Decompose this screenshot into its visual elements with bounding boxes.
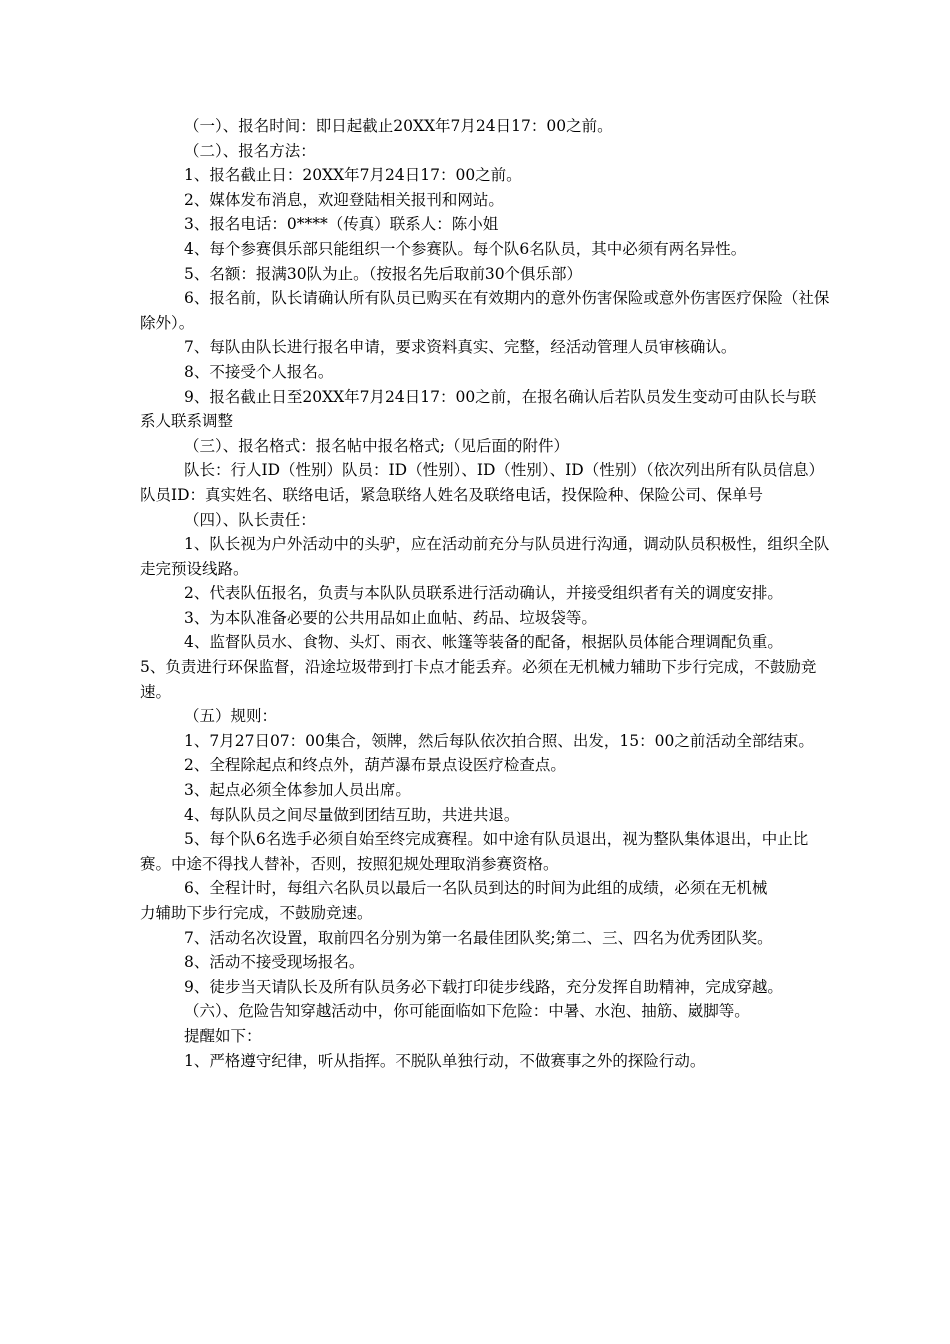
paragraph: 3、报名电话：0****（传真）联系人：陈小姐 <box>184 215 499 234</box>
paragraph: 1、7月27日07：00集合，领牌，然后每队依次拍合照、出发，15：00之前活动全部结束。 <box>184 731 814 750</box>
paragraph: 4、每个参赛俱乐部只能组织一个参赛队。每个队6名队员，其中必须有两名异性。 <box>184 239 747 258</box>
paragraph: 9、报名截止日至20XX年7月24日17：00之前，在报名确认后若队员发生变动可由队长与联系人联系调整 <box>140 387 817 431</box>
paragraph: 5、负责进行环保监督，沿途垃圾带到打卡点才能丢弃。必须在无机械力辅助下步行完成，不鼓励竞速。 <box>140 658 817 701</box>
section-4-captain-duties: （四）、队长责任： <box>184 510 316 529</box>
paragraph: 8、活动不接受现场报名。 <box>184 953 365 972</box>
section-6-risk-notice: （六）、危险告知穿越活动中，你可能面临如下危险：中暑、水泡、抽筋、崴脚等。 <box>184 1002 750 1021</box>
paragraph: 7、活动名次设置，取前四名分别为第一名最佳团队奖;第二、三、四名为优秀团队奖。 <box>184 928 773 947</box>
paragraph: 队长：行人ID（性别）队员：ID（性别）、ID（性别）、ID（性别）（依次列出所有队员信息）队员ID：真实姓名、联络电话，紧急联络人姓名及联络电话，投保险种、保险公司、保单号 <box>140 461 824 504</box>
section-1-registration-time: （一）、报名时间：即日起截止20XX年7月24日17：00之前。 <box>184 117 613 135</box>
section-5-rules: （五）规则： <box>184 707 278 726</box>
paragraph: 1、严格遵守纪律，听从指挥。不脱队单独行动，不做赛事之外的探险行动。 <box>184 1051 706 1070</box>
paragraph: 力辅助下步行完成，不鼓励竞速。 <box>140 904 373 922</box>
paragraph: 3、为本队准备必要的公共用品如止血帖、药品、垃圾袋等。 <box>184 608 597 627</box>
paragraph: 6、报名前，队长请确认所有队员已购买在有效期内的意外伤害保险或意外伤害医疗保险（社保除外）。 <box>140 289 830 332</box>
paragraph: 5、名额：报满30队为止。（按报名先后取前30个俱乐部） <box>184 264 583 283</box>
paragraph: 2、代表队伍报名，负责与本队队员联系进行活动确认，并接受组织者有关的调度安排。 <box>184 584 783 603</box>
paragraph: 1、报名截止日：20XX年7月24日17：00之前。 <box>184 166 522 185</box>
paragraph: 提醒如下： <box>184 1026 262 1045</box>
paragraph: 3、起点必须全体参加人员出席。 <box>184 781 411 800</box>
paragraph: 2、全程除起点和终点外，葫芦瀑布景点设医疗检查点。 <box>184 756 566 775</box>
paragraph: 9、徒步当天请队长及所有队员务必下载打印徒步线路，充分发挥自助精神，完成穿越。 <box>184 977 783 996</box>
document-body <box>140 114 830 1073</box>
paragraph: 5、每个队6名选手必须自始至终完成赛程。如中途有队员退出，视为整队集体退出，中止比赛。中途不得找人替补，否则，按照犯规处理取消参赛资格。 <box>140 830 809 873</box>
paragraph: 4、监督队员水、食物、头灯、雨衣、帐篷等装备的配备，根据队员体能合理调配负重。 <box>184 633 783 652</box>
paragraph: 2、媒体发布消息，欢迎登陆相关报刊和网站。 <box>184 190 504 209</box>
paragraph: 4、每队队员之间尽量做到团结互助，共进共退。 <box>184 805 520 824</box>
paragraph: 7、每队由队长进行报名申请，要求资料真实、完整，经活动管理人员审核确认。 <box>184 338 737 357</box>
paragraph: 8、不接受个人报名。 <box>184 362 334 381</box>
section-2-registration-method: （二）、报名方法： <box>184 141 316 160</box>
paragraph: 6、全程计时，每组六名队员以最后一名队员到达的时间为此组的成绩，必须在无机械 <box>184 879 768 898</box>
paragraph: 1、队长视为户外活动中的头驴，应在活动前充分与队员进行沟通，调动队员积极性，组织全队走完预设线路。 <box>140 535 830 578</box>
section-3-registration-format: （三）、报名格式：报名帖中报名格式;（见后面的附件） <box>184 436 569 455</box>
